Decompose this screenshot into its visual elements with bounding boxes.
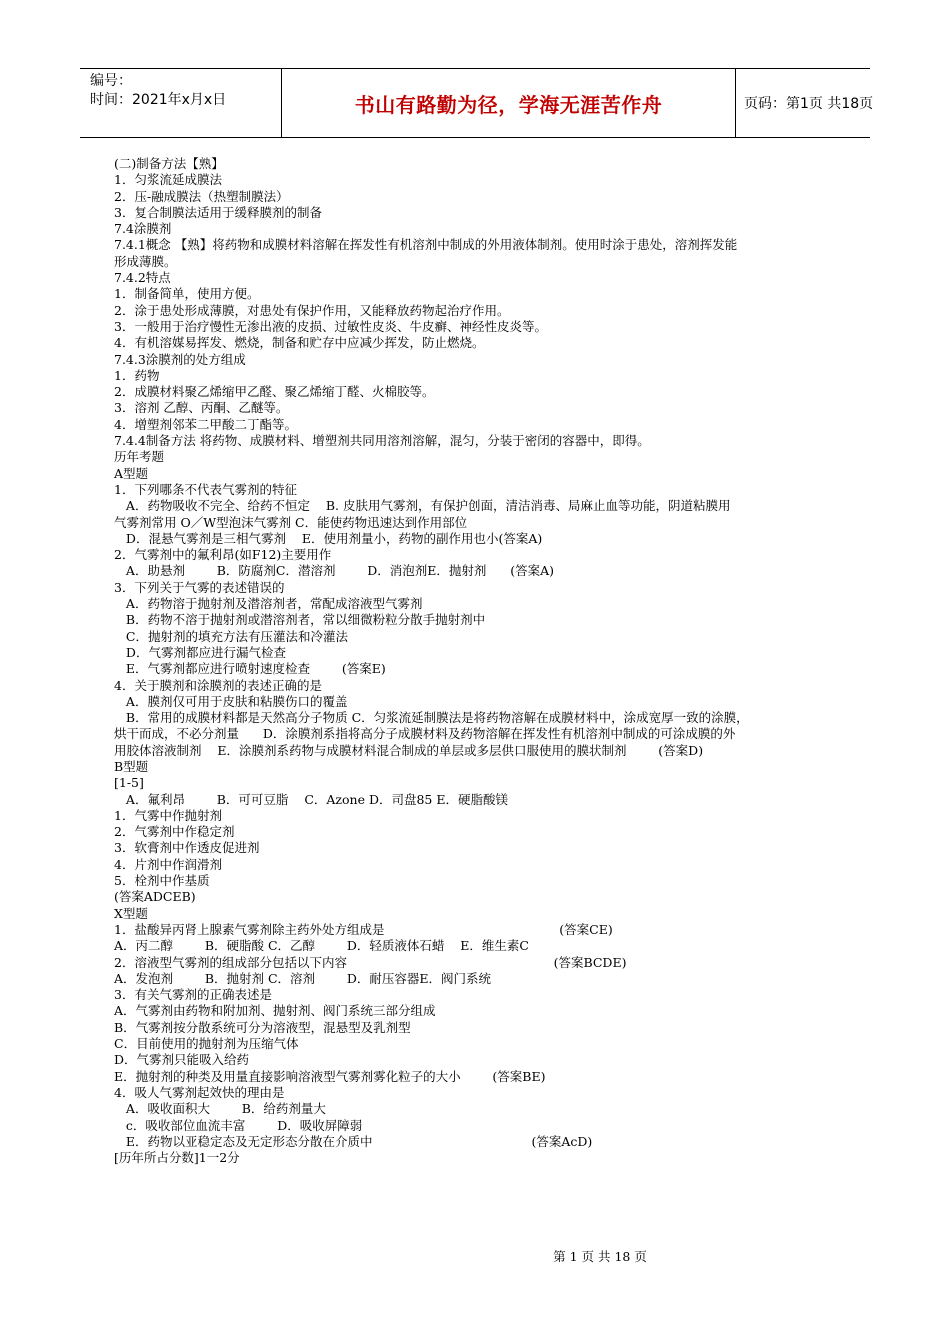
text-line: 2．成膜材料聚乙烯缩甲乙醛、聚乙烯缩丁醛、火棉胶等。 bbox=[114, 384, 435, 400]
text-line: 7.4.4制备方法 将药物、成膜材料、增塑剂共同用溶剂溶解，混匀，分装于密闭的容器中，即得。 bbox=[114, 433, 650, 449]
text-line: 1．气雾中作抛射剂 bbox=[114, 807, 222, 823]
text-line: A．膜剂仅可用于皮肤和粘膜伤口的覆盖 bbox=[114, 693, 348, 709]
text-line: 7.4.1概念 【熟】将药物和成膜材料溶解在挥发性有机溶剂中制成的外用液体制剂。使用时涂于患处，溶剂挥发能 bbox=[114, 237, 738, 253]
text-line: 1．下列哪条不代表气雾剂的特征 bbox=[114, 481, 297, 497]
text-line: [历年所占分数]1一2分 bbox=[114, 1150, 240, 1166]
text-line: X型题 bbox=[114, 905, 148, 921]
text-line: D．气雾剂只能吸入给药 bbox=[114, 1052, 250, 1068]
text-line: 1．匀浆流延成膜法 bbox=[114, 172, 222, 188]
text-line: 3．溶剂 乙醇、丙酮、乙醚等。 bbox=[114, 400, 289, 416]
text-line: B型题 bbox=[114, 758, 149, 774]
text-line: 1．药物 bbox=[114, 367, 160, 383]
text-line: A．药物溶于抛射剂及潜溶剂者，常配成溶液型气雾剂 bbox=[114, 596, 423, 612]
header-meta bbox=[80, 69, 282, 137]
text-line: A型题 bbox=[114, 465, 149, 481]
header-slogan-cell bbox=[282, 69, 736, 137]
text-line: E．抛射剂的种类及用量直接影响溶液型气雾剂雾化粒子的大小 (答案BE) bbox=[114, 1068, 546, 1084]
text-line: A．助悬剂 B．防腐剂C．潜溶剂 D．消泡剂E．抛射剂 (答案A) bbox=[114, 563, 555, 579]
text-line: D．气雾剂都应进行漏气检查 bbox=[114, 644, 286, 660]
text-line: (二)制备方法【熟】 bbox=[114, 156, 224, 171]
header-page-number: 页码：第1页 共18页 bbox=[744, 96, 874, 112]
text-line: 历年考题 bbox=[114, 449, 165, 465]
text-line: 用胶体溶液制剂 E．涂膜剂系药物与成膜材料混合制成的单层或多层供口服使用的膜状制剂 (答案D) bbox=[114, 742, 704, 758]
text-line: 7.4.3涂膜剂的处方组成 bbox=[114, 351, 246, 367]
text-line: 气雾剂常用 O／W型泡沫气雾剂 C．能使药物迅速达到作用部位 bbox=[114, 514, 468, 530]
text-line: B．常用的成膜材料都是天然高分子物质 C．匀浆流延制膜法是将药物溶解在成膜材料中，涂成宽厚一致的涂膜， bbox=[114, 710, 749, 726]
text-line: 4．有机溶媒易挥发、燃烧，制备和贮存中应减少挥发，防止燃烧。 bbox=[114, 335, 485, 351]
text-line: A．丙二醇 B．硬脂酸 C．乙醇 D．轻质液体石蜡 E．维生素C bbox=[114, 938, 529, 954]
text-line: 7.4涂膜剂 bbox=[114, 221, 172, 237]
text-line: 3．复合制膜法适用于缓释膜剂的制备 bbox=[114, 204, 322, 220]
document-body bbox=[114, 156, 842, 1166]
text-line: 4．片剂中作润滑剂 bbox=[114, 856, 222, 872]
text-line: 1．制备简单，使用方便。 bbox=[114, 286, 260, 302]
text-line: A．药物吸收不完全、给药不恒定 B. 皮肤用气雾剂，有保护创面，清洁消毒、局麻止血等功能，阴道粘膜用 bbox=[114, 498, 731, 514]
text-line: E．药物以亚稳定态及无定形态分散在介质中 (答案AcD) bbox=[114, 1133, 593, 1149]
text-line: B．药物不溶于抛射剂或潜溶剂者，常以细微粉粒分散手抛射剂中 bbox=[114, 612, 486, 628]
text-line: A．氟利昂 B．可可豆脂 C．Azone D．司盘85 E．硬脂酸镁 bbox=[114, 791, 508, 807]
text-line: A．发泡剂 B．抛射剂 C．溶剂 D．耐压容器E．阀门系统 bbox=[114, 970, 491, 986]
document-number-label: 编号： bbox=[90, 73, 132, 89]
page-footer bbox=[0, 1247, 950, 1265]
text-line: 2．气雾剂中作稳定剂 bbox=[114, 824, 235, 840]
text-line: A．吸收面积大 B．给药剂量大 bbox=[114, 1101, 326, 1117]
header-slogan: 书山有路勤为径，学海无涯苦作舟 bbox=[354, 92, 663, 117]
text-line: C．抛射剂的填充方法有压灌法和冷灌法 bbox=[114, 628, 348, 644]
text-line: C．目前使用的抛射剂为压缩气体 bbox=[114, 1036, 299, 1052]
text-line: A．气雾剂由药物和附加剂、抛射剂、阀门系统三部分组成 bbox=[114, 1003, 436, 1019]
text-line: 1．盐酸异丙肾上腺素气雾剂除主药外处方组成是 (答案CE) bbox=[114, 921, 613, 937]
text-line: D．混悬气雾剂是三相气雾剂 E．使用剂量小，药物的副作用也小(答案A) bbox=[114, 530, 543, 546]
text-line: 4．吸人气雾剂起效快的理由是 bbox=[114, 1084, 285, 1100]
header-page-cell bbox=[736, 69, 874, 137]
text-line: 2．压-融成膜法（热塑制膜法） bbox=[114, 188, 289, 204]
text-line: c．吸收部位血流丰富 D．吸收屏障弱 bbox=[114, 1117, 363, 1133]
text-line: 7.4.2特点 bbox=[114, 270, 171, 286]
text-line: 烘干而成，不必分剂量 D．涂膜剂系指将高分子成膜材料及药物溶解在挥发性有机溶剂中制成的可涂成膜的外 bbox=[114, 726, 736, 742]
text-line: 4．增塑剂邻苯二甲酸二丁酯等。 bbox=[114, 416, 297, 432]
text-line: 2．气雾剂中的氟利昂(如F12)主要用作 bbox=[114, 547, 332, 563]
text-line: (答案ADCEB) bbox=[114, 889, 196, 905]
text-line: 4．关于膜剂和涂膜剂的表述正确的是 bbox=[114, 677, 322, 693]
text-line: 2．涂于患处形成薄膜，对患处有保护作用，又能释放药物起治疗作用。 bbox=[114, 302, 510, 318]
footer-page-number: 第 1 页 共 18 页 bbox=[553, 1249, 647, 1264]
text-line: 3．有关气雾剂的正确表述是 bbox=[114, 987, 272, 1003]
text-line: 形成薄膜。 bbox=[114, 253, 177, 269]
text-line: 5．栓剂中作基质 bbox=[114, 873, 210, 889]
text-line: B．气雾剂按分散系统可分为溶液型，混悬型及乳剂型 bbox=[114, 1019, 411, 1035]
text-line: 3．一般用于治疗慢性无渗出液的皮损、过敏性皮炎、牛皮癣、神经性皮炎等。 bbox=[114, 318, 547, 334]
page-header bbox=[80, 68, 874, 138]
text-line: [1-5] bbox=[114, 775, 144, 791]
document-time-label: 时间：2021年x月x日 bbox=[90, 92, 227, 108]
text-line: E．气雾剂都应进行喷射速度检查 (答案E) bbox=[114, 661, 386, 677]
text-line: 3．软膏剂中作透皮促进剂 bbox=[114, 840, 260, 856]
text-line: 2．溶液型气雾剂的组成部分包括以下内容 (答案BCDE) bbox=[114, 954, 627, 970]
text-line: 3．下列关于气雾的表述错误的 bbox=[114, 579, 285, 595]
